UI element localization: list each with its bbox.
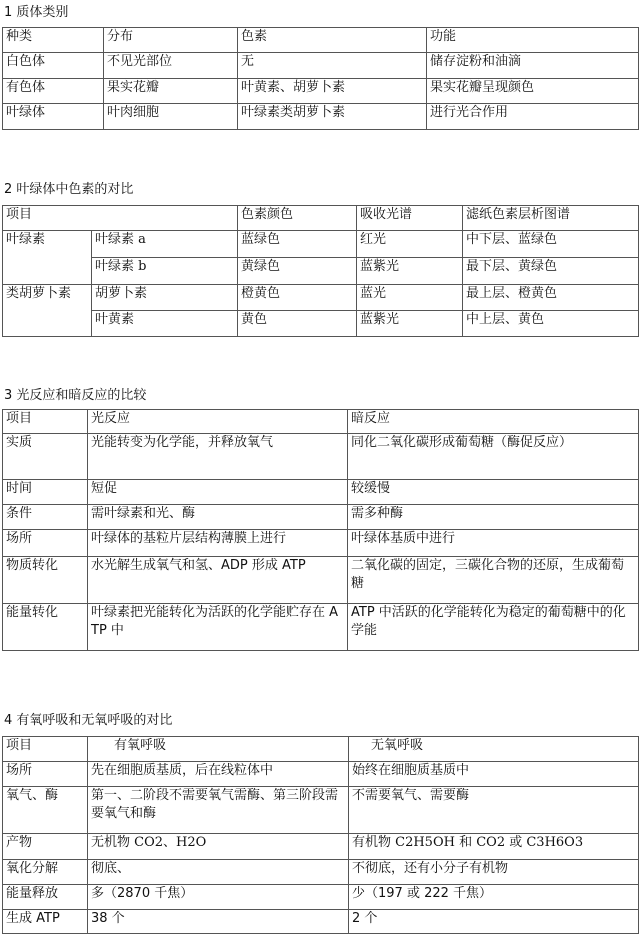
table-row [3,231,639,258]
table-cell: 不需要氧气、需要酶 [349,787,639,834]
table-row [3,762,639,787]
table-row [3,530,639,557]
header-cell: 色素颜色 [238,206,357,231]
table-cell: 产物 [3,834,88,860]
respiration-comparison-table [2,736,639,934]
table-cell: 需多种酶 [348,505,639,530]
table-cell: 最上层、橙黄色 [463,285,639,311]
table-row [3,480,639,505]
table-cell: 叶肉细胞 [104,104,238,130]
group-cell-chlorophyll: 叶绿素 [3,231,92,285]
table-cell: 叶绿体基质中进行 [348,530,639,557]
table-cell: 二氧化碳的固定，三碳化合物的还原，生成葡萄糖 [348,557,639,604]
header-cell: 项目 [3,737,88,762]
table-row [3,285,639,311]
table-cell: 红光 [357,231,463,258]
pigment-comparison-table [2,205,639,337]
table-cell: 多（2870 千焦） [88,885,349,910]
table-cell: 蓝绿色 [238,231,357,258]
table-cell: 无机物 CO2、H2O [88,834,349,860]
header-cell: 吸收光谱 [357,206,463,231]
header-cell: 光反应 [88,410,348,434]
table-row [3,860,639,885]
table-cell: 叶绿素类胡萝卜素 [238,104,427,130]
table-cell: 较缓慢 [348,480,639,505]
table-cell: 蓝紫光 [357,258,463,285]
table-header-row [3,410,639,434]
table-cell: 水光解生成氧气和氢、ADP 形成 ATP [88,557,348,604]
table-row [3,604,639,651]
table-cell: 蓝光 [357,285,463,311]
table-cell: 不见光部位 [104,53,238,79]
table-cell: 2 个 [349,910,639,934]
table-cell: 氧化分解 [3,860,88,885]
light-dark-reaction-table [2,409,639,651]
table-cell: 38 个 [88,910,349,934]
table-row [3,79,639,104]
table-cell: 果实花瓣呈现颜色 [427,79,639,104]
table-cell: 彻底、 [88,860,349,885]
table-cell: 需叶绿素和光、酶 [88,505,348,530]
table-cell: 少（197 或 222 千焦） [349,885,639,910]
table-cell: 叶黄素 [92,311,238,337]
section3-title: 3 光反应和暗反应的比较 [4,388,147,403]
table-cell: 蓝紫光 [357,311,463,337]
plastid-types-table [2,27,639,130]
table-cell: 叶绿体的基粒片层结构薄膜上进行 [88,530,348,557]
header-cell: 项目 [3,206,238,231]
table-cell: 始终在细胞质基质中 [349,762,639,787]
table-cell: 有色体 [3,79,104,104]
table-cell: 白色体 [3,53,104,79]
table-cell: 生成 ATP [3,910,88,934]
table-cell: 氧气、酶 [3,787,88,834]
table-cell: 条件 [3,505,88,530]
table-cell: 第一、二阶段不需要氧气需酶、第三阶段需要氧气和酶 [88,787,349,834]
header-cell: 色素 [238,28,427,53]
table-cell: 叶绿素 a [92,231,238,258]
table-header-row [3,737,639,762]
table-header-row [3,206,639,231]
header-cell: 有氧呼吸 [88,737,349,762]
section4-title: 4 有氧呼吸和无氧呼吸的对比 [4,713,173,728]
table-cell: 同化二氧化碳形成葡萄糖（酶促反应） [348,434,639,480]
table-cell: 先在细胞质基质，后在线粒体中 [88,762,349,787]
table-row [3,258,639,285]
header-cell: 暗反应 [348,410,639,434]
table-cell: 场所 [3,530,88,557]
table-cell: 果实花瓣 [104,79,238,104]
table-row [3,885,639,910]
table-row [3,834,639,860]
table-cell: 能量转化 [3,604,88,651]
table-row [3,910,639,934]
table-cell: 黄绿色 [238,258,357,285]
table-cell: 能量释放 [3,885,88,910]
table-row [3,104,639,130]
table-row [3,505,639,530]
table-cell: 叶绿素 b [92,258,238,285]
header-cell: 项目 [3,410,88,434]
header-cell: 无氧呼吸 [349,737,639,762]
table-cell: 中上层、黄色 [463,311,639,337]
section1-title: 1 质体类别 [4,5,69,20]
table-cell: 时间 [3,480,88,505]
table-cell: 不彻底，还有小分子有机物 [349,860,639,885]
table-cell: 最下层、黄绿色 [463,258,639,285]
header-cell: 种类 [3,28,104,53]
table-cell: 中下层、蓝绿色 [463,231,639,258]
section2-title: 2 叶绿体中色素的对比 [4,182,134,197]
table-cell: 黄色 [238,311,357,337]
table-cell: 进行光合作用 [427,104,639,130]
table-cell: 短促 [88,480,348,505]
table-row [3,787,639,834]
table-cell: 物质转化 [3,557,88,604]
table-row [3,311,639,337]
table-cell: 储存淀粉和油滴 [427,53,639,79]
table-cell: 叶绿体 [3,104,104,130]
table-header-row [3,28,639,53]
table-cell: ATP 中活跃的化学能转化为稳定的葡萄糖中的化学能 [348,604,639,651]
table-row [3,557,639,604]
table-cell: 实质 [3,434,88,480]
table-cell: 胡萝卜素 [92,285,238,311]
table-cell: 场所 [3,762,88,787]
table-row [3,434,639,480]
table-cell: 橙黄色 [238,285,357,311]
table-cell: 叶绿素把光能转化为活跃的化学能贮存在 ATP 中 [88,604,348,651]
table-cell: 叶黄素、胡萝卜素 [238,79,427,104]
group-cell-carotenoid: 类胡萝卜素 [3,285,92,337]
table-cell: 光能转变为化学能，并释放氧气 [88,434,348,480]
table-cell: 有机物 C2H5OH 和 CO2 或 C3H6O3 [349,834,639,860]
header-cell: 滤纸色素层析图谱 [463,206,639,231]
table-cell: 无 [238,53,427,79]
header-cell: 功能 [427,28,639,53]
header-cell: 分布 [104,28,238,53]
table-row [3,53,639,79]
